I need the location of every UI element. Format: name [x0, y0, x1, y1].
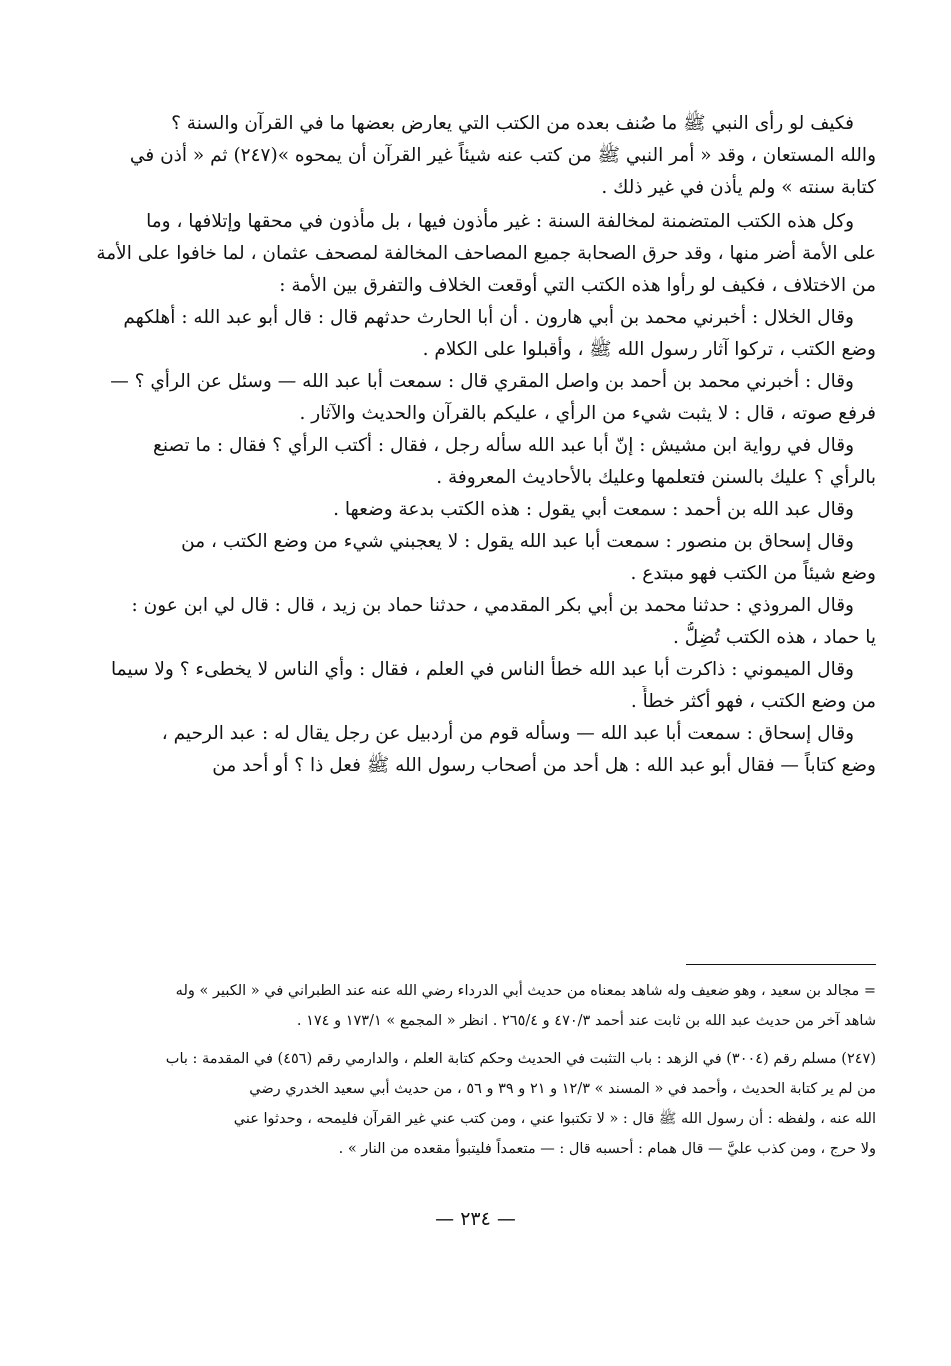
text-line: من وضع الكتب ، فهو أكثر خطأً . [630, 691, 876, 712]
text-line: فكيف لو رأى النبي ﷺ ما صُنف بعده من الكتب التي يعارض بعضها ما في القرآن والسنة ؟ [171, 113, 854, 134]
footnote-line: ولا حرج ، ومن كذب عليَّ — قال همام : أحسبه قال : — متعمداً فليتبوأ مقعده من النار » . [338, 1141, 876, 1157]
footnote-separator [686, 964, 876, 965]
footnote-line: = مجالد بن سعيد ، وهو ضعيف وله شاهد بمعناه من حديث أبي الدرداء رضي الله عنه عند الطبراني في « الكبير » وله [175, 983, 876, 999]
text-line: وقال إسحاق : سمعت أبا عبد الله — وسأله قوم من أردبيل عن رجل يقال له : عبد الرحيم ، [161, 723, 854, 744]
text-line: وقال إسحاق بن منصور : سمعت أبا عبد الله يقول : لا يعجبني شيء من وضع الكتب ، من [181, 531, 854, 552]
footnotes [76, 976, 876, 1164]
text-line: وكل هذه الكتب المتضمنة لمخالفة السنة : غير مأذون فيها ، بل مأذون في محقها وإتلافها ، وما [146, 211, 854, 232]
main-text [76, 108, 876, 782]
text-line: وقال المروذي : حدثنا محمد بن أبي بكر المقدمي ، حدثنا حماد بن زيد ، قال : قال لي ابن عون : [131, 595, 854, 616]
text-line: وضع شيئاً من الكتب فهو مبتدع . [630, 563, 876, 584]
footnote-line: من لم ير كتابة الحديث ، وأحمد في « المسند » ١٢/٣ و ٢١ و ٣٩ و ٥٦ ، من حديث أبي سعيد الخدري رضي [249, 1081, 876, 1097]
text-line: وضع الكتب ، تركوا آثار رسول الله ﷺ ، وأقبلوا على الكلام . [422, 339, 876, 360]
text-line: وضع كتاباً — فقال أبو عبد الله : هل أحد من أصحاب رسول الله ﷺ فعل ذا ؟ أو أحد من [212, 755, 876, 776]
text-line: وقال الخلال : أخبرني محمد بن أبي هارون . أن أبا الحارث حدثهم قال : قال أبو عبد الله : أهلكهم [123, 307, 854, 328]
text-line: فرفع صوته ، قال : لا يثبت شيء من الرأي ، عليكم بالقرآن والحديث والآثار . [299, 403, 876, 424]
text-line: وقال : أخبرني محمد بن أحمد بن واصل المقري قال : سمعت أبا عبد الله — وسئل عن الرأي ؟ — [110, 371, 854, 392]
text-line: وقال في رواية ابن مشيش : إنّ أبا عبد الله سأله رجل ، فقال : أكتب الرأي ؟ فقال : ما تصنع [152, 435, 854, 456]
text-line: وقال الميموني : ذاكرت أبا عبد الله خطأ الناس في العلم ، فقال : وأي الناس لا يخطىء ؟ ولا سيما [111, 659, 854, 680]
text-line: من الاختلاف ، فكيف لو رأوا هذه الكتب التي أوقعت الخلاف والتفرق بين الأمة : [279, 275, 876, 296]
footnote-line: شاهد آخر من حديث عبد الله بن ثابت عند أحمد ٤٧٠/٣ و ٢٦٥/٤ . انظر « المجمع » ١٧٣/١ و ١٧٤ . [296, 1013, 876, 1029]
page-number: — ٢٣٤ — [435, 1208, 516, 1230]
text-line: على الأمة أضر منها ، وقد حرق الصحابة جميع المصاحف المخالفة لمصحف عثمان ، لما خافوا على الأمة [96, 243, 876, 264]
text-line: والله المستعان ، وقد « أمر النبي ﷺ من كتب عنه شيئاً غير القرآن أن يمحوه »(٢٤٧) ثم « أذن في [129, 145, 876, 166]
text-line: يا حماد ، هذه الكتب تُضِلُّ . [672, 627, 876, 648]
text-line: وقال عبد الله بن أحمد : سمعت أبي يقول : هذه الكتب بدعة وضعها . [333, 499, 854, 520]
text-line: بالرأي ؟ عليك بالسنن فتعلمها وعليك بالأحاديث المعروفة . [436, 467, 876, 488]
text-line: كتابة سنته » ولم يأذن في غير ذلك . [601, 177, 876, 198]
footnote-line: الله عنه ، ولفظه : أن رسول الله ﷺ قال : « لا تكتبوا عني ، ومن كتب عني غير القرآن فليمحه ، وحدثوا عني [233, 1111, 876, 1127]
footnote-line: (٢٤٧) مسلم رقم (٣٠٠٤) في الزهد : باب التثبت في الحديث وحكم كتابة العلم ، والدارمي رقم (٤٥٦) في المقدمة : باب [165, 1051, 876, 1067]
